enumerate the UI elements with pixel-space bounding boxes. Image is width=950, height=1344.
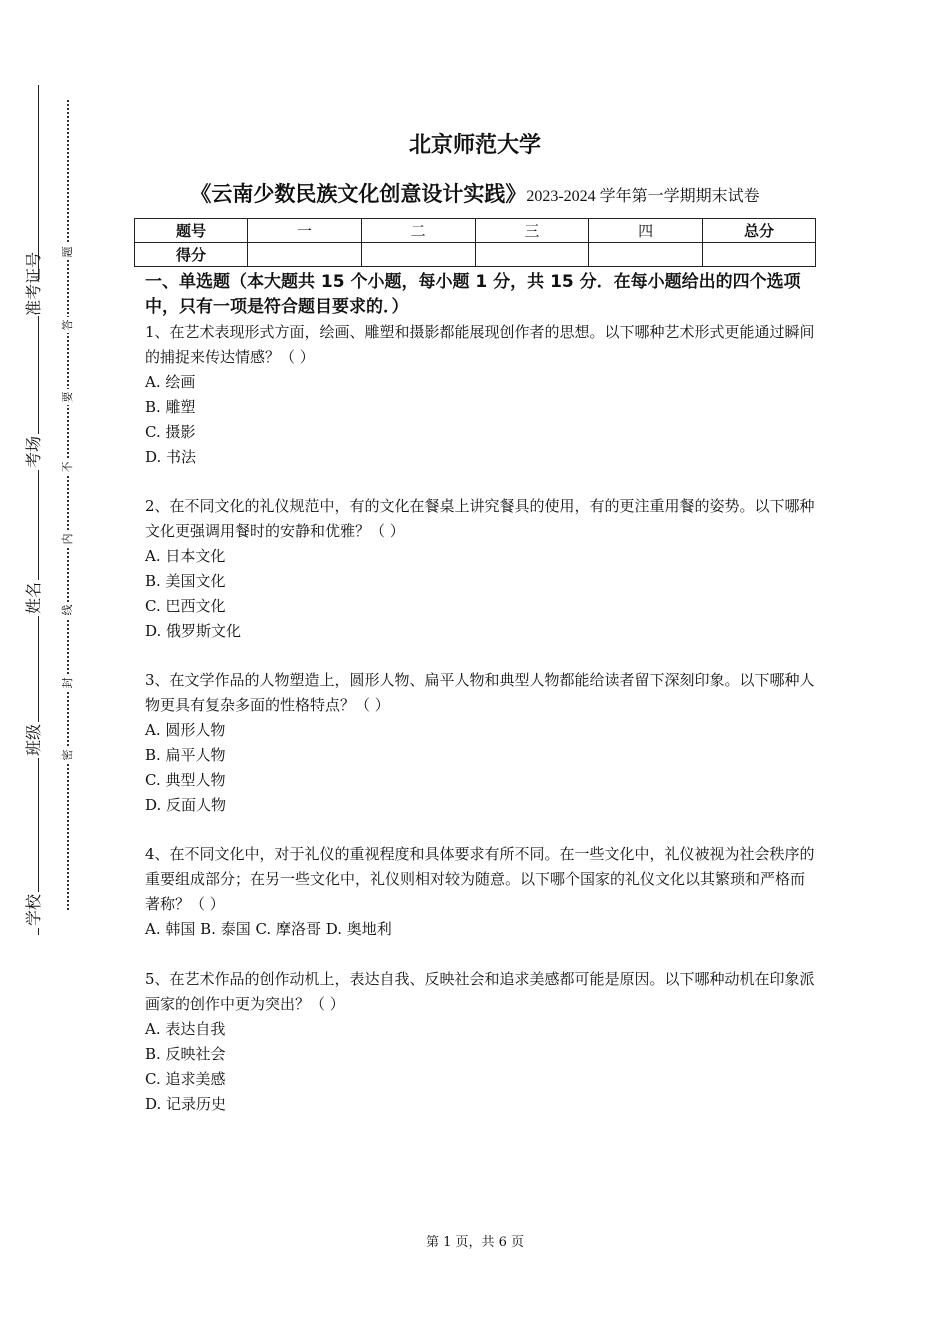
seal-char: 内 <box>61 531 75 547</box>
question-option: A. 圆形人物 <box>145 721 226 739</box>
question-stem: 2、在不同文化的礼仪规范中，有的文化在餐桌上讲究餐具的使用，有的更注重用餐的姿势。以下哪种文化更强调用餐时的安静和优雅？（ ） <box>145 497 815 540</box>
margin-solid-line <box>38 85 39 935</box>
question-stem: 1、在艺术表现形式方面，绘画、雕塑和摄影都能展现创作者的思想。以下哪种艺术形式更能通过瞬间的捕捉来传达情感？（ ） <box>145 323 815 366</box>
question <box>145 842 817 942</box>
score-table <box>134 218 816 267</box>
margin-label-exam-room: 考场 <box>24 436 43 469</box>
question-option: C. 追求美感 <box>145 1070 226 1088</box>
score-cell: 题号 <box>135 219 248 243</box>
page-number: 第 1 页，共 6 页 <box>425 1235 525 1250</box>
course-name: 《云南少数民族文化创意设计实践》 <box>190 182 527 206</box>
question <box>145 494 817 644</box>
question-option: D. 书法 <box>145 448 197 466</box>
question-option: A. 日本文化 <box>145 547 226 565</box>
score-entry-cell[interactable] <box>589 243 703 267</box>
margin-label-class: 班级 <box>24 724 43 757</box>
margin-dotted-line <box>67 100 69 910</box>
margin-label-school: 学校 <box>24 894 43 927</box>
score-entry-cell[interactable] <box>248 243 362 267</box>
score-table-score-row <box>135 243 816 267</box>
seal-char: 答 <box>61 317 75 333</box>
question-stem: 4、在不同文化中，对于礼仪的重视程度和具体要求有所不同。在一些文化中，礼仪被视为社会秩序的重要组成部分；在另一些文化中，礼仪则相对较为随意。以下哪个国家的礼仪文化以其繁琐和严格而著称？（ ） <box>145 845 815 913</box>
question-option: A. 韩国 B. 泰国 C. 摩洛哥 D. 奥地利 <box>145 920 392 938</box>
question-option: C. 巴西文化 <box>145 597 226 615</box>
margin-label-exam-id: 准考证号 <box>24 251 43 316</box>
question-option: C. 典型人物 <box>145 771 226 789</box>
score-cell: 三 <box>475 219 589 243</box>
score-entry-cell[interactable] <box>475 243 589 267</box>
score-cell: 四 <box>589 219 703 243</box>
question-option: C. 摄影 <box>145 423 196 441</box>
term-label: 2023-2024 学年第一学期期末试卷 <box>526 188 760 205</box>
question-option: D. 记录历史 <box>145 1095 227 1113</box>
question-option: A. 表达自我 <box>145 1020 226 1038</box>
question <box>145 967 817 1117</box>
score-cell: 总分 <box>703 219 816 243</box>
question-option: B. 扁平人物 <box>145 746 226 764</box>
question-stem: 5、在艺术作品的创作动机上，表达自我、反映社会和追求美感都可能是原因。以下哪种动机在印象派画家的创作中更为突出？（ ） <box>145 970 815 1013</box>
exam-title <box>0 178 950 208</box>
school-name: 北京师范大学 <box>408 133 541 158</box>
question-option: D. 反面人物 <box>145 796 227 814</box>
score-entry-cell[interactable] <box>703 243 816 267</box>
seal-char: 要 <box>61 389 75 405</box>
seal-char: 线 <box>61 602 75 618</box>
question <box>145 320 817 470</box>
margin-label-name: 姓名 <box>24 582 43 615</box>
seal-char: 不 <box>61 459 75 475</box>
question-option: B. 反映社会 <box>145 1045 226 1063</box>
question-option: A. 绘画 <box>145 373 196 391</box>
question-stem: 3、在文学作品的人物塑造上，圆形人物、扁平人物和典型人物都能给读者留下深刻印象。以下哪种人物更具有复杂多面的性格特点？（ ） <box>145 671 815 714</box>
question-option: D. 俄罗斯文化 <box>145 622 242 640</box>
score-table-header-row <box>135 219 816 243</box>
question-option: B. 美国文化 <box>145 572 226 590</box>
seal-char: 密 <box>61 747 75 763</box>
seal-char: 封 <box>61 675 75 691</box>
seal-char: 题 <box>61 244 75 260</box>
score-entry-cell[interactable] <box>361 243 475 267</box>
section-title: 一、单选题（本大题共 15 个小题，每小题 1 分，共 15 分．在每小题给出的四个选项中，只有一项是符合题目要求的．） <box>145 272 801 317</box>
score-cell: 二 <box>361 219 475 243</box>
question-option: B. 雕塑 <box>145 398 196 416</box>
question <box>145 668 817 818</box>
score-cell: 一 <box>248 219 362 243</box>
score-cell: 得分 <box>135 243 248 267</box>
